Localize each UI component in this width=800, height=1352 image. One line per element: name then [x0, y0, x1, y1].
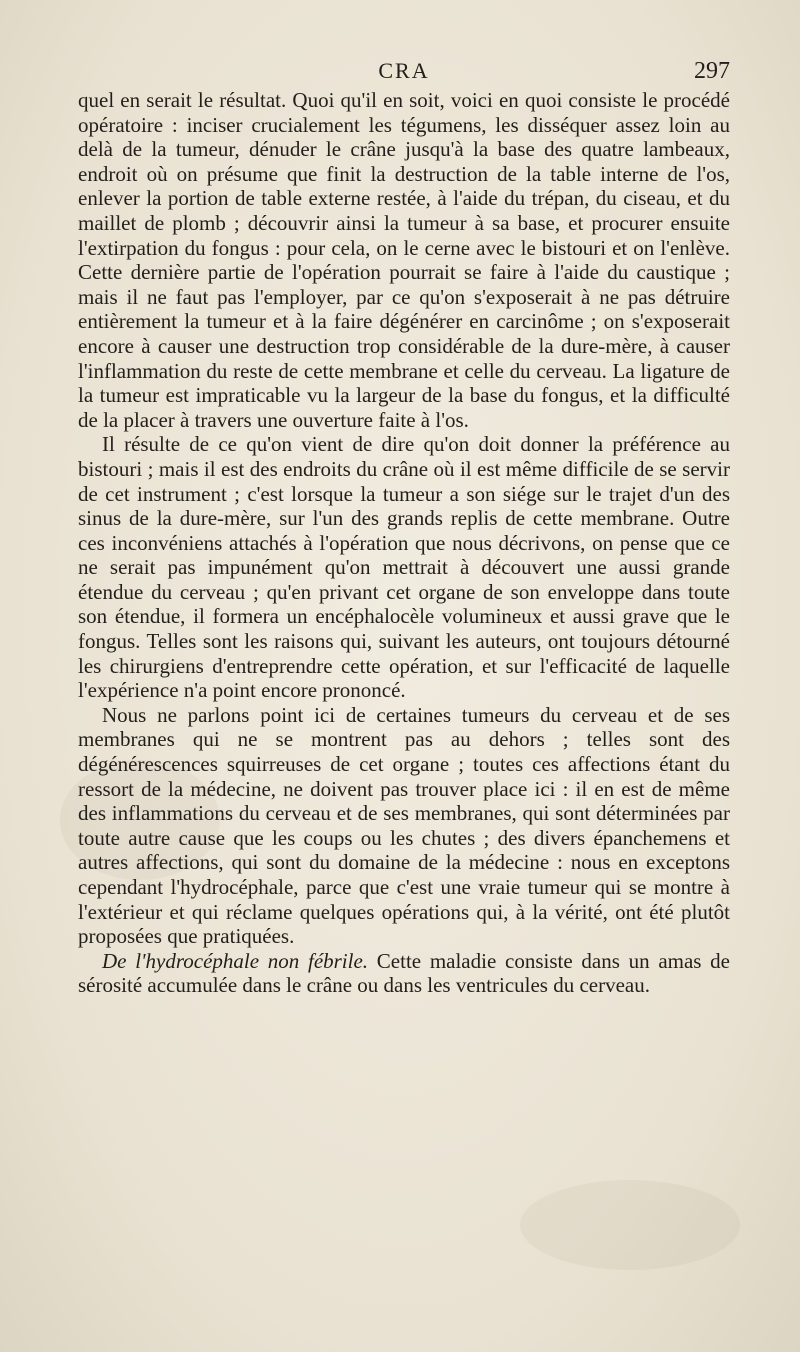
page-number: 297	[694, 58, 730, 84]
paragraph-4	[78, 949, 730, 998]
paragraph-2: Il résulte de ce qu'on vient de dire qu'on doit donner la préférence au bistouri ; mais il est des endroits du crâne où il est même difficile de se servir de cet instrument ; c'est lorsque la tumeur a son siége sur le trajet d'un des sinus de la dure-mère, sur l'un des grands replis de cette membrane. Outre ces inconvéniens attachés à l'opération que nous décrivons, on pense que ce ne serait pas impunément qu'on mettrait à découvert une aussi grande étendue du cerveau ; qu'en privant cet organe de son enveloppe dans toute son étendue, il formera un encéphalocèle volumineux et aussi grave que le fongus. Telles sont les raisons qui, suivant les auteurs, ont toujours détourné les chirurgiens d'entreprendre cette opération, et sur l'efficacité de laquelle l'expérience n'a point encore prononcé.	[78, 432, 730, 703]
paragraph-1: quel en serait le résultat. Quoi qu'il en soit, voici en quoi consiste le procédé opératoire : inciser crucialement les tégumens, les disséquer assez loin au delà de la tumeur, dénuder le crâne jusqu'à la base des quatre lambeaux, endroit où on présume que finit la destruction de la table interne de l'os, enlever la portion de table externe restée, à l'aide du trépan, du ciseau, et du maillet de plomb ; découvrir ainsi la tumeur à sa base, et procurer ensuite l'extirpation du fongus : pour cela, on le cerne avec le bistouri et on l'enlève. Cette dernière partie de l'opération pourrait se faire à l'aide du caustique ; mais il ne faut pas l'employer, par ce qu'on s'exposerait à ne pas détruire entièrement la tumeur et à la faire dégénérer en carcinôme ; on s'exposerait encore à causer une destruction trop considérable de la dure-mère, à causer l'inflammation du reste de cette membrane et celle du cerveau. La ligature de la tumeur est impraticable vu la largeur de la base du fongus, et la difficulté de la placer à travers une ouverture faite à l'os.	[78, 88, 730, 432]
section-heading: De l'hydrocéphale non fébrile.	[102, 948, 369, 973]
paragraph-3: Nous ne parlons point ici de certaines tumeurs du cerveau et de ses membranes qui ne se montrent pas au dehors ; telles sont des dégénérescences squirreuses de cet organe ; toutes ces affections étant du ressort de la médecine, ne doivent pas trouver place ici : il en est de même des inflammations du cerveau et de ses membranes, qui sont déterminées par toute autre cause que les coups ou les chutes ; des divers épanchemens et autres affections, qui sont du domaine de la médecine : nous en exceptons cependant l'hydrocéphale, parce que c'est une vraie tumeur qui se montre à l'extérieur et qui réclame quelques opérations qui, à la vérité, ont été plutôt proposées que pratiquées.	[78, 702, 730, 949]
paragraph-4-text: Cette maladie consiste dans un amas de sérosité accumulée dans le crâne ou dans les ventricules du cerveau.	[78, 948, 731, 998]
paper-stain	[520, 1180, 740, 1270]
running-head: CRA	[378, 58, 430, 83]
body-text	[78, 88, 730, 998]
page-header	[78, 58, 730, 92]
